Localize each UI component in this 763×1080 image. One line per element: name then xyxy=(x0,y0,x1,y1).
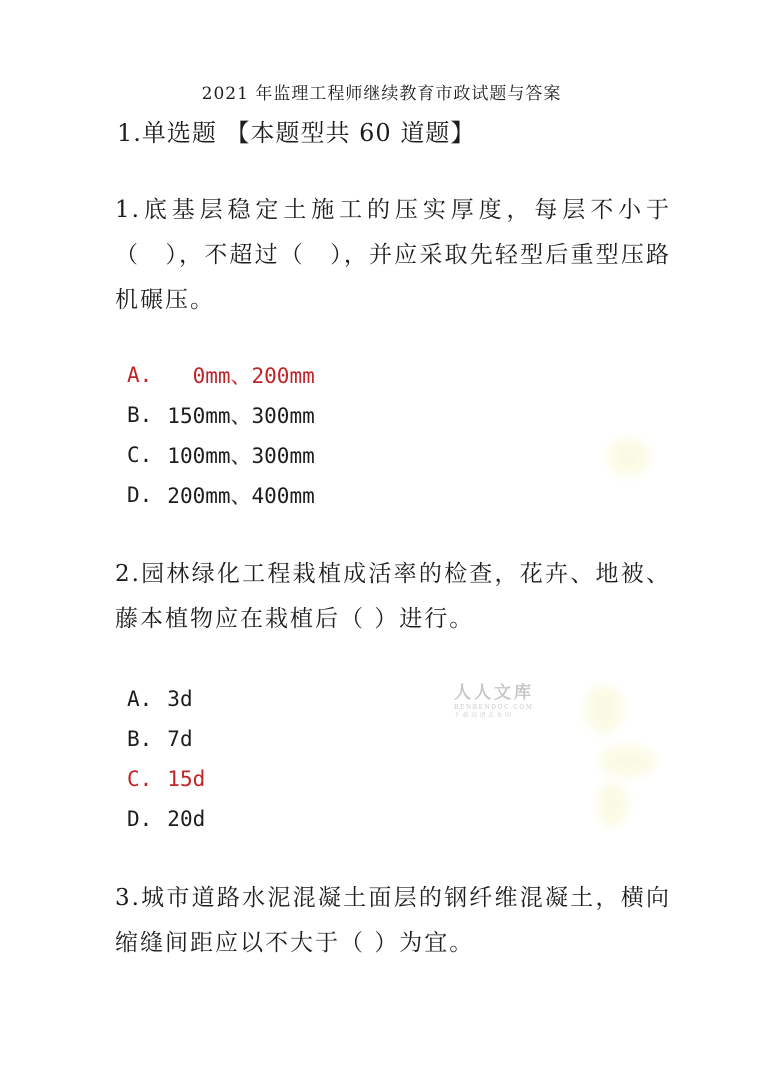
question-3-text: 3.城市道路水泥混凝土面层的钢纤维混凝土，横向缩缝间距应以不大于（ ）为宜。 xyxy=(115,885,671,956)
option-label: B. xyxy=(127,727,153,751)
section-heading: 1.单选题 【本题型共 60 道题】 xyxy=(117,119,476,147)
option-row-a xyxy=(127,679,205,719)
option-text: 7d xyxy=(167,727,193,751)
option-text: 150mm、300mm xyxy=(167,404,315,428)
option-text: 20d xyxy=(167,807,206,831)
watermark xyxy=(454,685,534,719)
watermark-tagline: 下载高清去水印 xyxy=(454,712,514,719)
option-text: 0mm、200mm xyxy=(167,364,315,388)
option-label: A. xyxy=(127,363,153,387)
option-label: D. xyxy=(127,483,153,507)
option-row-d xyxy=(127,799,205,839)
watermark-logo-text: 人人文库 xyxy=(454,683,534,703)
question-1-text: 1.底基层稳定土施工的压实厚度，每层不小于（ ），不超过（ ），并应采取先轻型后重型压路机碾压。 xyxy=(115,197,671,313)
option-row-b xyxy=(127,719,205,759)
option-text: 100mm、300mm xyxy=(167,444,315,468)
option-row-d xyxy=(127,475,315,515)
option-text: 3d xyxy=(167,687,193,711)
watermark-domain: RENRENDOC.COM xyxy=(454,704,534,711)
option-text: 200mm、400mm xyxy=(167,484,315,508)
option-label: C. xyxy=(127,443,153,467)
question-1-options xyxy=(127,355,315,515)
option-text: 15d xyxy=(167,767,206,791)
option-row-a xyxy=(127,355,315,395)
question-2-options xyxy=(127,679,205,839)
scan-artifact xyxy=(608,438,650,476)
option-label: D. xyxy=(127,807,153,831)
scan-artifact xyxy=(598,782,628,827)
question-2-text: 2.园林绿化工程栽植成活率的检查，花卉、地被、藤本植物应在栽植后（ ）进行。 xyxy=(115,561,671,632)
option-row-c xyxy=(127,435,315,475)
scan-artifact xyxy=(600,745,655,777)
option-label: C. xyxy=(127,767,153,791)
scan-artifact xyxy=(585,685,623,733)
document-title: 2021 年监理工程师继续教育市政试题与答案 xyxy=(201,84,562,104)
option-row-c xyxy=(127,759,205,799)
option-row-b xyxy=(127,395,315,435)
option-label: B. xyxy=(127,403,153,427)
option-label: A. xyxy=(127,687,153,711)
